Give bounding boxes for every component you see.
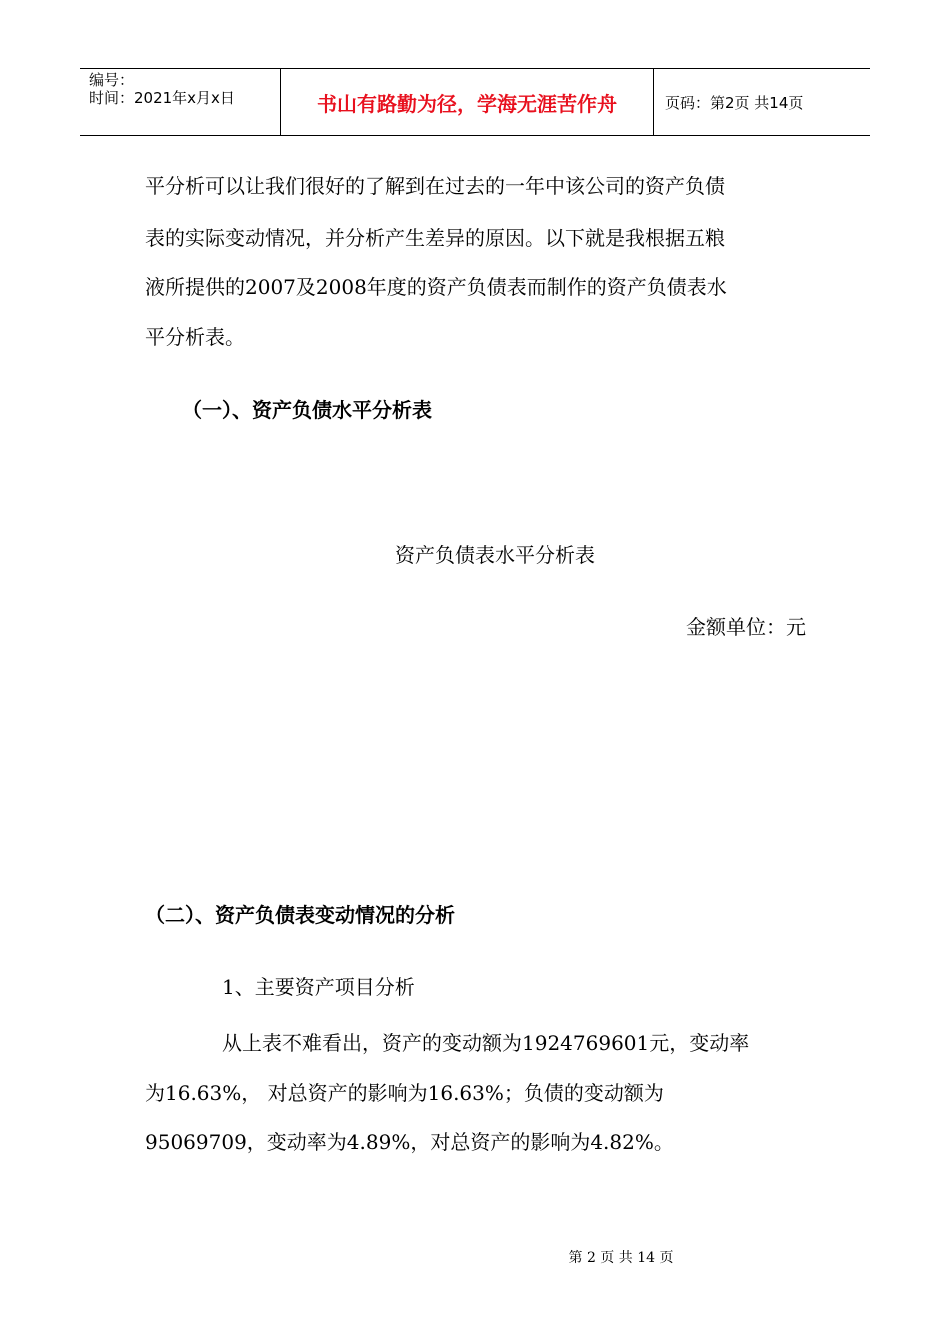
analysis-line: 95069709，变动率为4.89%，对总资产的影响为4.82%。 (145, 1130, 674, 1154)
section-heading-1: （一）、资产负债水平分析表 (182, 398, 432, 422)
intro-line: 平分析可以让我们很好的了解到在过去的一年中该公司的资产负债 (145, 174, 725, 198)
amount-unit-label: 金额单位：元 (686, 615, 806, 639)
header-motto: 书山有路勤为径，学海无涯苦作舟 (317, 91, 617, 116)
document-date: 时间：2021年x月x日 (89, 89, 235, 107)
header-page-info: 页码：第2页 共14页 (665, 93, 804, 112)
analysis-line: 从上表不难看出，资产的变动额为1924769601元，变动率 (222, 1031, 750, 1055)
header-motto-cell (281, 69, 654, 135)
analysis-line: 为16.63%， 对总资产的影响为16.63%；负债的变动额为 (145, 1081, 664, 1105)
subsection-heading: 1、主要资产项目分析 (222, 975, 415, 999)
table-title: 资产负债表水平分析表 (395, 543, 595, 567)
page-footer: 第 2 页 共 14 页 (568, 1250, 674, 1266)
intro-line: 液所提供的2007及2008年度的资产负债表而制作的资产负债表水 (145, 275, 727, 299)
document-number-label: 编号： (89, 71, 135, 89)
intro-line: 平分析表。 (145, 325, 245, 349)
intro-line: 表的实际变动情况，并分析产生差异的原因。以下就是我根据五粮 (145, 226, 725, 250)
header-page-cell (654, 69, 870, 135)
section-heading-2: （二）、资产负债表变动情况的分析 (145, 903, 455, 927)
header-meta-cell (80, 69, 281, 135)
page-header (80, 68, 870, 136)
